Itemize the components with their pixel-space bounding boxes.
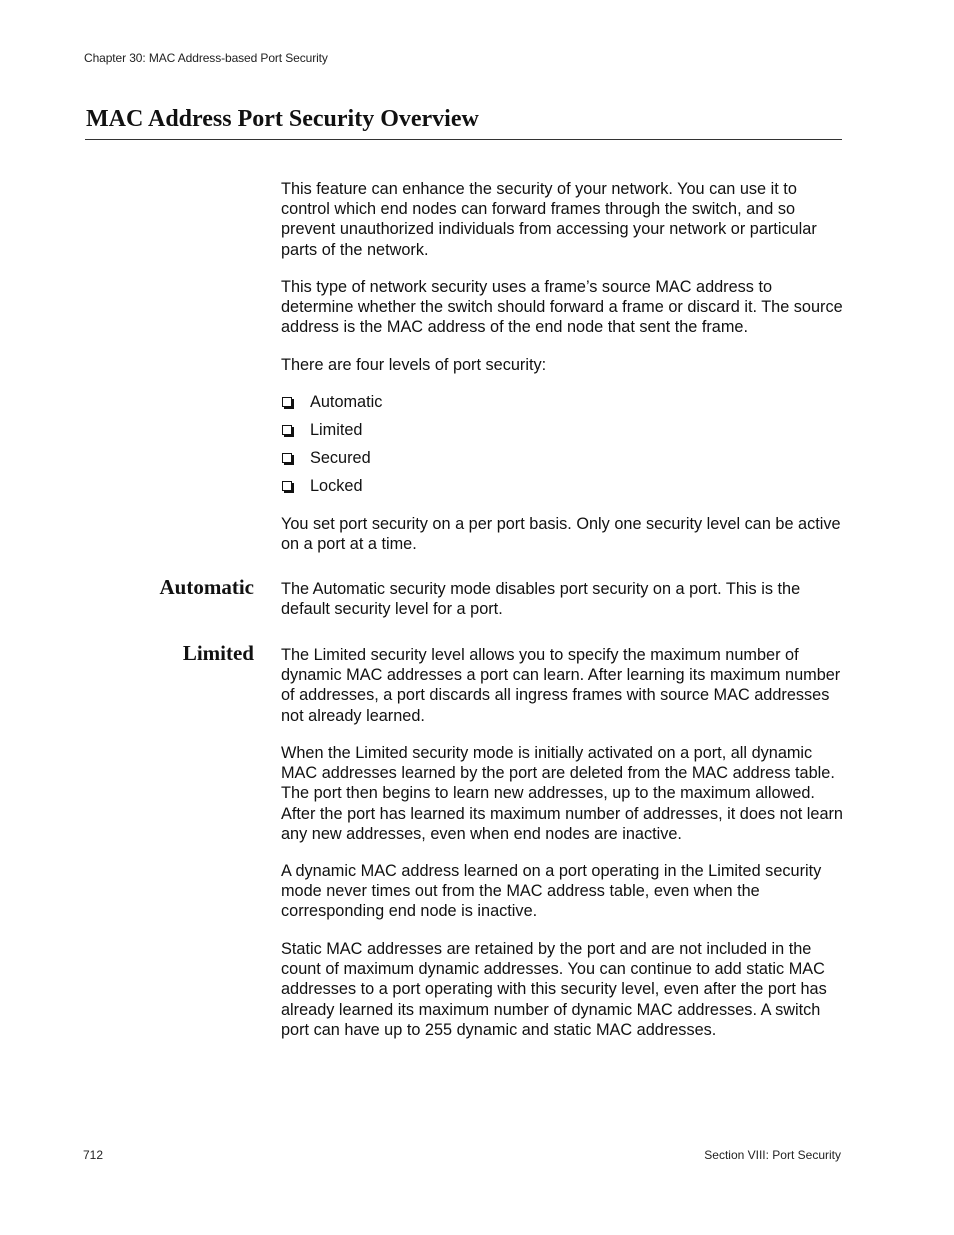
checkbox-bullet-icon xyxy=(282,425,292,435)
checkbox-bullet-icon xyxy=(282,481,292,491)
checkbox-bullet-icon xyxy=(282,453,292,463)
limited-paragraph-3: A dynamic MAC address learned on a port operating in the Limited security mode never times out from the MAC address table, even when the corresponding end node is inactive. xyxy=(281,862,822,921)
automatic-heading: Automatic xyxy=(159,575,254,599)
running-header: Chapter 30: MAC Address-based Port Security xyxy=(84,51,328,65)
limited-paragraph-4: Static MAC addresses are retained by the port and are not included in the count of maximum dynamic addresses. You can continue to add static MAC addresses to a port operating with this security level, even after the port has already learned its maximum number of dynamic MAC addresses. A switch port can have up to 255 dynamic and static MAC addresses. xyxy=(281,940,827,1039)
page-number: 712 xyxy=(83,1148,104,1162)
list-item-label: Locked xyxy=(310,477,363,495)
intro-paragraph-2: This type of network security uses a frame’s source MAC address to determine whether the switch should forward a frame or discard it. The source address is the MAC address of the end node that sent the frame. xyxy=(281,278,843,337)
intro-paragraph-1: This feature can enhance the security of your network. You can use it to control which end nodes can forward frames through the switch, and so prevent unauthorized individuals from accessing your network or particular parts of the network. xyxy=(281,180,817,259)
title-rule xyxy=(85,139,842,140)
limited-paragraph-2: When the Limited security mode is initially activated on a port, all dynamic MAC addresses learned by the port are deleted from the MAC address table. The port then begins to learn new addresses, up to the maximum allowed. After the port has learned its maximum number of addresses, it does not learn any new addresses, even when end nodes are inactive. xyxy=(281,744,843,843)
limited-paragraph-1: The Limited security level allows you to specify the maximum number of dynamic MAC addresses a port can learn. After learning its maximum number of addresses, a port discards all ingress frames with source MAC addresses not already learned. xyxy=(281,646,841,725)
list-item-label: Secured xyxy=(310,449,371,467)
intro-paragraph-4: You set port security on a per port basis. Only one security level can be active on a port at a time. xyxy=(281,515,841,554)
list-item-label: Limited xyxy=(310,421,363,439)
page-title: MAC Address Port Security Overview xyxy=(86,106,479,132)
checkbox-bullet-icon xyxy=(282,397,292,407)
list-item-label: Automatic xyxy=(310,393,383,411)
intro-paragraph-3: There are four levels of port security: xyxy=(281,356,547,374)
limited-heading: Limited xyxy=(182,641,254,665)
section-footer: Section VIII: Port Security xyxy=(704,1148,841,1162)
automatic-paragraph-1: The Automatic security mode disables port security on a port. This is the default security level for a port. xyxy=(281,580,801,619)
